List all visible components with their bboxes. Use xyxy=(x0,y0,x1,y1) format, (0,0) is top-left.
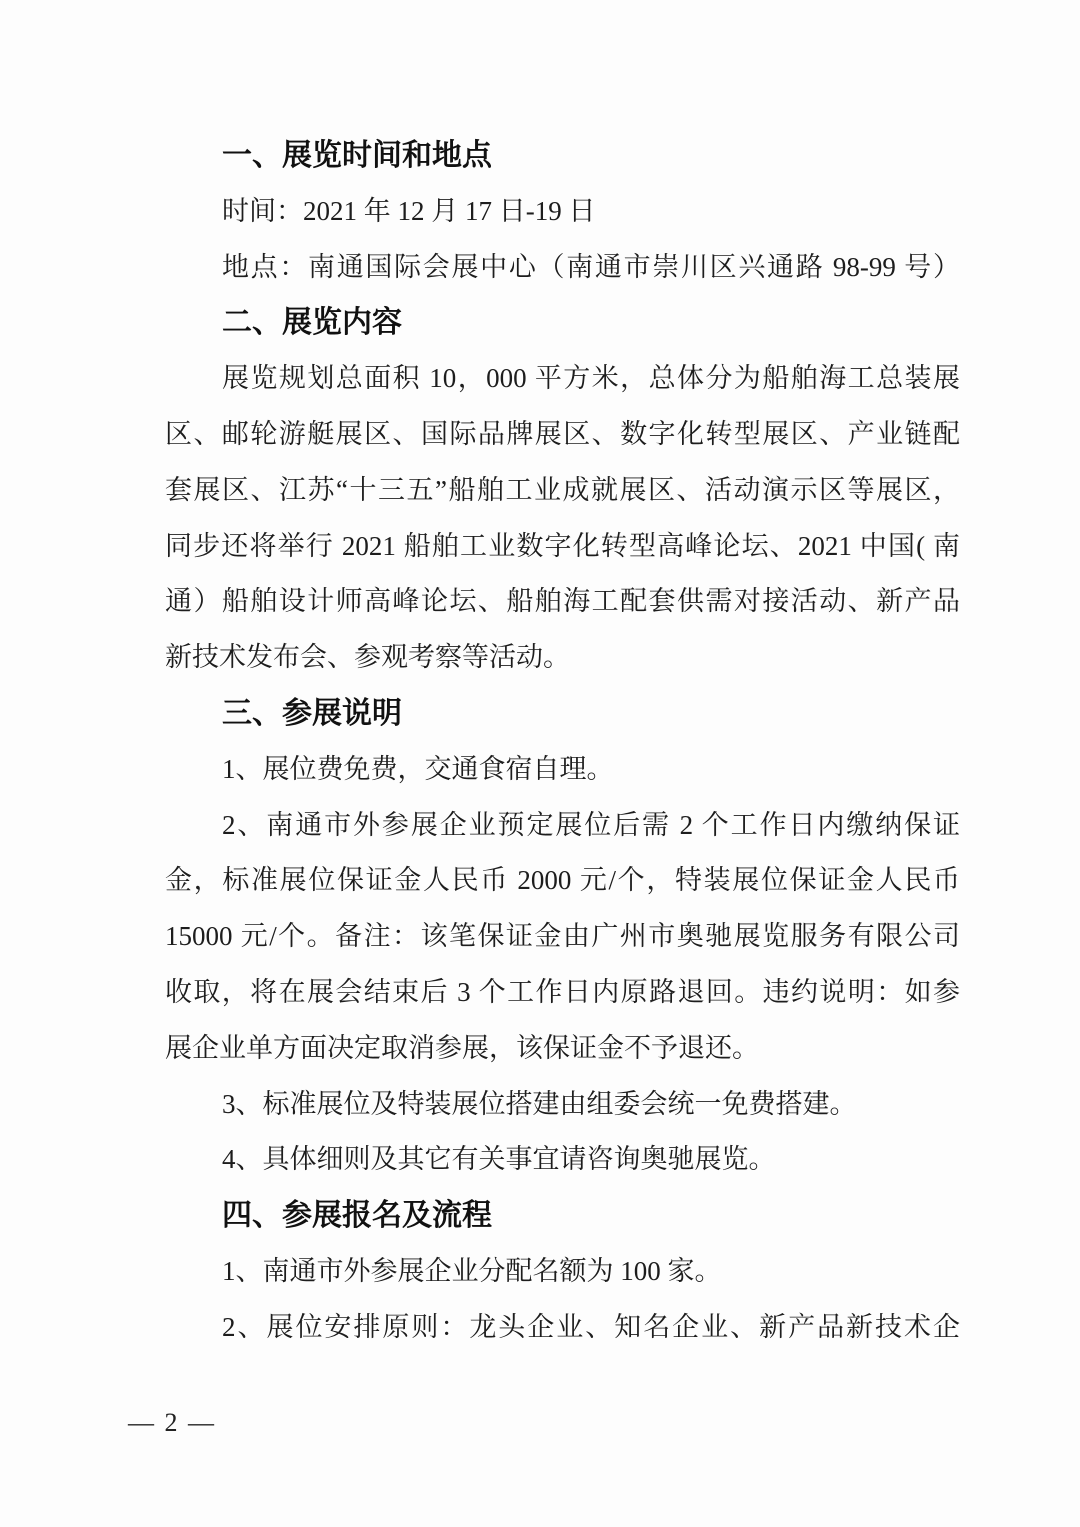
text-line: 同步还将举行 2021 船舶工业数字化转型高峰论坛、2021 中国( 南 xyxy=(165,530,960,561)
text-line: 收取，将在展会结束后 3 个工作日内原路退回。违约说明：如参 xyxy=(165,976,960,1007)
text-line: 地点：南通国际会展中心（南通市崇川区兴通路 98-99 号） xyxy=(222,251,960,282)
text-line: 2、南通市外参展企业预定展位后需 2 个工作日内缴纳保证 xyxy=(222,809,960,840)
text-line: 15000 元/个。备注：该笔保证金由广州市奥驰展览服务有限公司 xyxy=(165,921,960,952)
text-line: 2、展位安排原则：龙头企业、知名企业、新产品新技术企 xyxy=(222,1311,960,1342)
text-line: 1、南通市外参展企业分配名额为 100 家。 xyxy=(222,1255,722,1286)
text-line: 时间：2021 年 12 月 17 日-19 日 xyxy=(222,195,596,226)
page-number: — 2 — xyxy=(128,1408,216,1437)
section-heading: 二、展览内容 xyxy=(222,306,402,340)
text-line: 3、标准展位及特装展位搭建由组委会统一免费搭建。 xyxy=(222,1088,857,1119)
text-line: 新技术发布会、参观考察等活动。 xyxy=(165,642,570,673)
text-line: 展企业单方面决定取消参展，该保证金不予退还。 xyxy=(165,1032,759,1063)
section-heading: 四、参展报名及流程 xyxy=(222,1199,492,1233)
text-line: 1、展位费免费，交通食宿自理。 xyxy=(222,753,614,784)
section-heading: 三、参展说明 xyxy=(222,696,402,730)
text-line: 金，标准展位保证金人民币 2000 元/个，特装展位保证金人民币 xyxy=(165,865,960,896)
text-line: 通）船舶设计师高峰论坛、船舶海工配套供需对接活动、新产品 xyxy=(165,586,960,617)
text-line: 套展区、江苏“十三五”船舶工业成就展区、活动演示区等展区， xyxy=(165,474,960,505)
text-line: 4、具体细则及其它有关事宜请咨询奥驰展览。 xyxy=(222,1144,776,1175)
text-line: 展览规划总面积 10，000 平方米，总体分为船舶海工总装展 xyxy=(222,363,960,394)
section-heading: 一、展览时间和地点 xyxy=(222,139,492,172)
text-line: 区、邮轮游艇展区、国际品牌展区、数字化转型展区、产业链配 xyxy=(165,418,960,449)
document-body xyxy=(165,128,960,1356)
